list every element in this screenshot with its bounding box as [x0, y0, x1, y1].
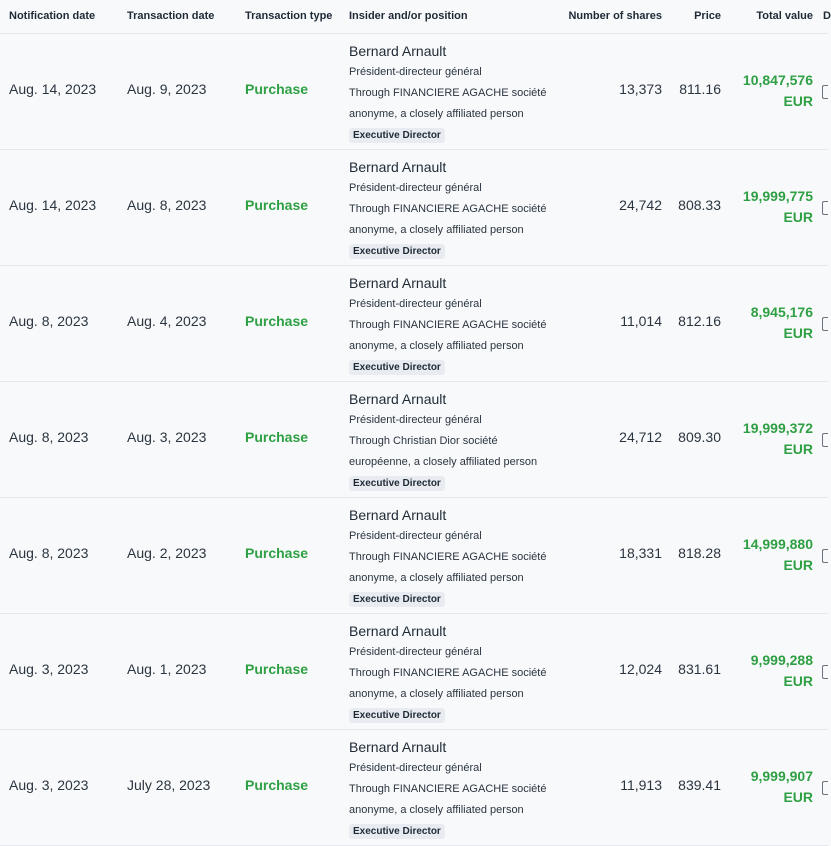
- number-of-shares: 13,373: [619, 81, 662, 97]
- notification-date: Aug. 14, 2023: [9, 197, 97, 213]
- position-badge: Executive Director: [349, 592, 445, 607]
- total-value-amount: 8,945,176: [750, 304, 813, 320]
- header-insider[interactable]: Insider and/or position: [349, 10, 468, 22]
- insider-name[interactable]: Bernard Arnault: [349, 159, 447, 175]
- transaction-date: Aug. 9, 2023: [127, 81, 207, 97]
- header-number-of-shares[interactable]: Number of shares: [568, 10, 662, 22]
- total-value-currency: EUR: [783, 325, 813, 341]
- insider-info: [349, 389, 537, 491]
- total-value: [743, 418, 813, 460]
- insider-name[interactable]: Bernard Arnault: [349, 43, 447, 59]
- affiliation-line-2: anonyme, a closely affiliated person: [349, 572, 524, 584]
- position-badge: Executive Director: [349, 360, 445, 375]
- insider-info: [349, 273, 546, 375]
- table-row: [0, 614, 828, 730]
- position-badge: Executive Director: [349, 476, 445, 491]
- total-value: [751, 302, 813, 344]
- price: 839.41: [678, 777, 721, 793]
- transaction-date: Aug. 3, 2023: [127, 429, 207, 445]
- table-row: [0, 730, 828, 846]
- position-badge: Executive Director: [349, 824, 445, 839]
- insider-role: Président-directeur général: [349, 66, 482, 78]
- table-row: [0, 266, 828, 382]
- total-value-amount: 10,847,576: [742, 72, 813, 88]
- notification-date: Aug. 14, 2023: [9, 81, 97, 97]
- insider-name[interactable]: Bernard Arnault: [349, 391, 447, 407]
- document-icon[interactable]: [822, 317, 828, 331]
- document-icon[interactable]: [822, 201, 828, 215]
- document-icon[interactable]: [822, 549, 828, 563]
- affiliation-line-2: anonyme, a closely affiliated person: [349, 688, 524, 700]
- insider-name[interactable]: Bernard Arnault: [349, 507, 447, 523]
- number-of-shares: 24,712: [619, 429, 662, 445]
- insider-role: Président-directeur général: [349, 762, 482, 774]
- price: 809.30: [678, 429, 721, 445]
- affiliation-line-1: Through FINANCIERE AGACHE société: [349, 783, 547, 795]
- total-value-amount: 19,999,372: [742, 420, 813, 436]
- notification-date: Aug. 8, 2023: [9, 545, 89, 561]
- table-row: [0, 150, 828, 266]
- header-price[interactable]: Price: [694, 10, 721, 22]
- total-value: [751, 766, 813, 808]
- affiliation-line-1: Through FINANCIERE AGACHE société: [349, 667, 547, 679]
- number-of-shares: 11,913: [620, 777, 662, 793]
- affiliation-line-1: Through FINANCIERE AGACHE société: [349, 87, 547, 99]
- total-value: [743, 186, 813, 228]
- transaction-date: Aug. 4, 2023: [127, 313, 207, 329]
- number-of-shares: 11,014: [620, 313, 662, 329]
- document-icon[interactable]: [822, 433, 828, 447]
- number-of-shares: 18,331: [619, 545, 662, 561]
- total-value-amount: 9,999,288: [750, 652, 813, 668]
- affiliation-line-2: européenne, a closely affiliated person: [349, 456, 538, 468]
- insider-info: [349, 505, 546, 607]
- total-value: [743, 70, 813, 112]
- total-value-currency: EUR: [783, 93, 813, 109]
- notification-date: Aug. 8, 2023: [9, 313, 89, 329]
- document-icon[interactable]: [822, 665, 828, 679]
- total-value-amount: 19,999,775: [742, 188, 813, 204]
- insider-info: [349, 41, 546, 143]
- insider-name[interactable]: Bernard Arnault: [349, 275, 447, 291]
- insider-info: [349, 621, 546, 723]
- notification-date: Aug. 3, 2023: [9, 661, 89, 677]
- position-badge: Executive Director: [349, 708, 445, 723]
- total-value-amount: 9,999,907: [750, 768, 813, 784]
- transaction-date: July 28, 2023: [127, 777, 211, 793]
- affiliation-line-1: Through FINANCIERE AGACHE société: [349, 319, 547, 331]
- transaction-date: Aug. 8, 2023: [127, 197, 207, 213]
- affiliation-line-1: Through Christian Dior société: [349, 435, 498, 447]
- position-badge: Executive Director: [349, 128, 445, 143]
- total-value: [751, 650, 813, 692]
- affiliation-line-1: Through FINANCIERE AGACHE société: [349, 203, 547, 215]
- table-row: [0, 382, 828, 498]
- document-icon[interactable]: [822, 85, 828, 99]
- total-value-currency: EUR: [783, 441, 813, 457]
- header-transaction-date[interactable]: Transaction date: [127, 10, 215, 22]
- table-row: [0, 34, 828, 150]
- insider-role: Président-directeur général: [349, 530, 482, 542]
- insider-name[interactable]: Bernard Arnault: [349, 739, 447, 755]
- transaction-type: Purchase: [245, 661, 309, 677]
- affiliation-line-2: anonyme, a closely affiliated person: [349, 804, 524, 816]
- header-notification-date[interactable]: Notification date: [9, 10, 96, 22]
- total-value-currency: EUR: [783, 557, 813, 573]
- total-value-currency: EUR: [783, 673, 813, 689]
- transaction-type: Purchase: [245, 545, 309, 561]
- header-total-value[interactable]: Total value: [756, 10, 813, 22]
- insider-role: Président-directeur général: [349, 646, 482, 658]
- header-truncated-column: D: [823, 10, 831, 22]
- transaction-type: Purchase: [245, 777, 309, 793]
- total-value-currency: EUR: [783, 209, 813, 225]
- position-badge: Executive Director: [349, 244, 445, 259]
- total-value-amount: 14,999,880: [742, 536, 813, 552]
- transaction-type: Purchase: [245, 429, 309, 445]
- affiliation-line-2: anonyme, a closely affiliated person: [349, 340, 524, 352]
- total-value-currency: EUR: [783, 789, 813, 805]
- insider-role: Président-directeur général: [349, 298, 482, 310]
- insider-role: Président-directeur général: [349, 414, 482, 426]
- header-transaction-type[interactable]: Transaction type: [245, 10, 333, 22]
- insider-info: [349, 157, 546, 259]
- price: 831.61: [678, 661, 721, 677]
- insider-info: [349, 737, 546, 839]
- affiliation-line-2: anonyme, a closely affiliated person: [349, 108, 524, 120]
- price: 812.16: [678, 313, 721, 329]
- transaction-type: Purchase: [245, 81, 309, 97]
- table-body: [0, 34, 828, 846]
- table-header: [0, 0, 831, 34]
- price: 808.33: [678, 197, 721, 213]
- number-of-shares: 12,024: [619, 661, 662, 677]
- transaction-date: Aug. 1, 2023: [127, 661, 207, 677]
- table-row: [0, 498, 828, 614]
- document-icon[interactable]: [822, 781, 828, 795]
- price: 818.28: [678, 545, 721, 561]
- price: 811.16: [679, 81, 721, 97]
- transaction-type: Purchase: [245, 197, 309, 213]
- total-value: [743, 534, 813, 576]
- affiliation-line-2: anonyme, a closely affiliated person: [349, 224, 524, 236]
- number-of-shares: 24,742: [619, 197, 662, 213]
- transaction-type: Purchase: [245, 313, 309, 329]
- transaction-date: Aug. 2, 2023: [127, 545, 207, 561]
- insider-role: Président-directeur général: [349, 182, 482, 194]
- notification-date: Aug. 8, 2023: [9, 429, 89, 445]
- insider-name[interactable]: Bernard Arnault: [349, 623, 447, 639]
- affiliation-line-1: Through FINANCIERE AGACHE société: [349, 551, 547, 563]
- notification-date: Aug. 3, 2023: [9, 777, 89, 793]
